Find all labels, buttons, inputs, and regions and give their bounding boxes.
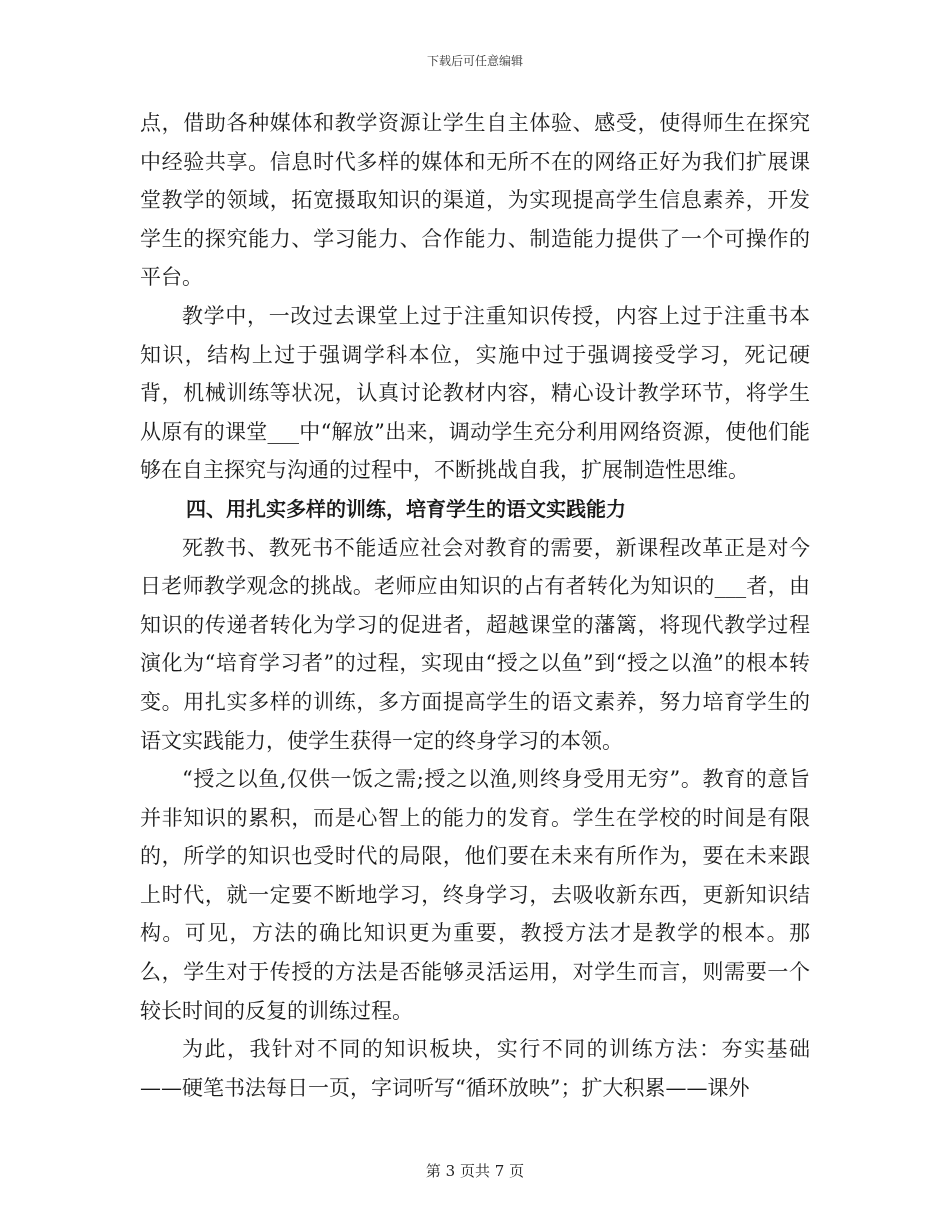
paragraph-continued: 点，借助各种媒体和教学资源让学生自主体验、感受，使得师生在探究中经验共享。信息时代多样的媒体和无所不在的网络正好为我们扩展课堂教学的领域，拓宽摄取知识的渠道，为实现提高学生信息素养，开发学生的探究能力、学习能力、合作能力、制造能力提供了一个可操作的平台。 [140, 111, 810, 290]
paragraph-training-methods: 为此，我针对不同的知识板块，实行不同的训练方法：夯实基础——硬笔书法每日一页，字词听写“循环放映”；扩大积累——课外 [140, 1037, 810, 1100]
paragraph-teacher-role: 死教书、教死书不能适应社会对教育的需要，新课程改革正是对今日老师教学观念的挑战。老师应由知识的占有者转化为知识的___者，由知识的传递者转化为学习的促进者，超越课堂的藩篱，将现代教学过程演化为“培育学习者”的过程，实现由“授之以鱼”到“授之以渔”的根本转变。用扎实多样的训练，多方面提高学生的语文素养，努力培育学生的语文实践能力，使学生获得一定的终身学习的本领。 [140, 535, 810, 753]
page-number: 第 3 页共 7 页 [425, 1162, 525, 1180]
paragraph-teaching-reform: 教学中，一改过去课堂上过于注重知识传授，内容上过于注重书本知识，结构上过于强调学科本位，实施中过于强调接受学习，死记硬背，机械训练等状况，认真讨论教材内容，精心设计教学环节，将学生从原有的课堂___中“解放”出来，调动学生充分利用网络资源，使他们能够在自主探究与沟通的过程中，不断挑战自我，扩展制造性思维。 [140, 303, 810, 483]
paragraph-teach-fishing: “授之以鱼,仅供一饭之需;授之以渔,则终身受用无穷”。教育的意旨并非知识的累积，而是心智上的能力的发育。学生在学校的时间是有限的，所学的知识也受时代的局限，他们要在未来有所作为，要在未来跟上时代，就一定要不断地学习，终身学习，去吸收新东西，更新知识结构。可见，方法的确比知识更为重要，教授方法才是教学的根本。那么，学生对于传授的方法是否能够灵活运用，对学生而言，则需要一个较长时间的反复的训练过程。 [140, 767, 810, 1023]
document-body [140, 104, 810, 1107]
page-header-note: 下载后可任意编辑 [426, 54, 523, 68]
section-heading-four: 四、用扎实多样的训练，培育学生的语文实践能力 [186, 496, 626, 521]
